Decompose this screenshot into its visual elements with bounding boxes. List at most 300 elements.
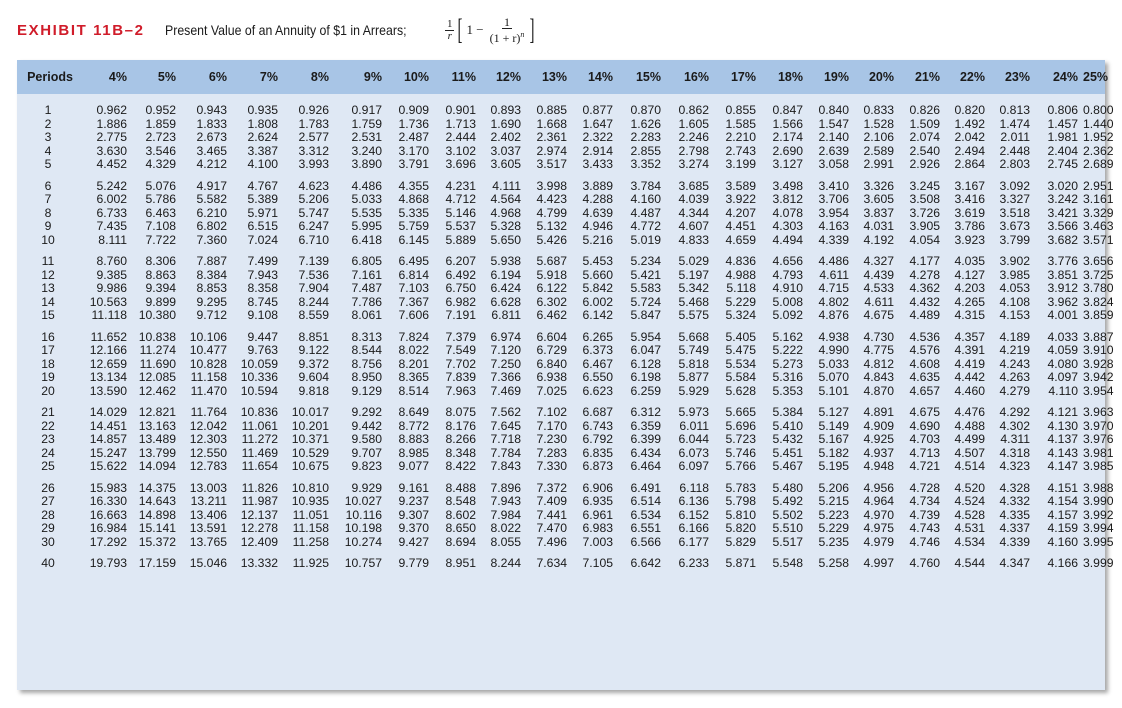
value-cell: 5.229 bbox=[725, 294, 756, 309]
value-cell: 2.404 bbox=[1047, 143, 1078, 158]
value-cell: 4.263 bbox=[999, 370, 1030, 384]
value-cell: 3.985 bbox=[1083, 459, 1114, 473]
value-cell: 4.520 bbox=[954, 480, 985, 495]
value-cell: 10.675 bbox=[291, 459, 329, 473]
value-cell: 1.528 bbox=[863, 116, 894, 131]
value-cell: 4.100 bbox=[247, 157, 278, 171]
value-cell: 4.231 bbox=[445, 178, 476, 193]
value-cell: 8.548 bbox=[445, 494, 476, 508]
value-cell: 6.550 bbox=[582, 370, 613, 384]
value-cell: 1.952 bbox=[1083, 130, 1114, 144]
table-row bbox=[17, 406, 1105, 420]
value-cell: 12.409 bbox=[240, 534, 278, 549]
value-cell: 7.896 bbox=[490, 480, 521, 495]
value-cell: 7.562 bbox=[490, 405, 521, 419]
value-cell: 5.973 bbox=[678, 405, 709, 419]
value-cell: 2.974 bbox=[536, 143, 567, 158]
value-cell: 5.954 bbox=[630, 329, 661, 344]
value-cell: 7.367 bbox=[398, 294, 429, 309]
value-cell: 3.508 bbox=[909, 192, 940, 206]
value-cell: 1.440 bbox=[1083, 116, 1114, 131]
value-cell: 4.760 bbox=[909, 556, 940, 570]
value-cell: 4.031 bbox=[863, 219, 894, 233]
value-cell: 5.877 bbox=[678, 370, 709, 384]
value-cell: 7.379 bbox=[445, 329, 476, 344]
value-cell: 6.534 bbox=[630, 507, 661, 522]
value-cell: 9.779 bbox=[398, 556, 429, 570]
value-cell: 11.690 bbox=[139, 356, 176, 371]
value-cell: 13.163 bbox=[138, 418, 176, 433]
value-cell: 12.659 bbox=[89, 356, 127, 371]
value-cell: 4.988 bbox=[725, 267, 756, 282]
value-cell: 3.421 bbox=[1047, 205, 1078, 220]
value-cell: 10.563 bbox=[89, 294, 127, 309]
column-header-rate: 13% bbox=[541, 70, 567, 84]
annuity-formula bbox=[445, 15, 538, 45]
value-cell: 8.306 bbox=[145, 254, 176, 268]
value-cell: 5.575 bbox=[678, 308, 709, 322]
column-header-rate: 4% bbox=[108, 70, 127, 84]
value-cell: 5.342 bbox=[678, 281, 709, 295]
value-cell: 4.909 bbox=[863, 418, 894, 433]
value-cell: 0.847 bbox=[772, 103, 803, 117]
value-cell: 2.991 bbox=[863, 157, 894, 171]
value-cell: 10.810 bbox=[291, 480, 329, 495]
value-cell: 4.775 bbox=[863, 343, 894, 357]
value-cell: 2.745 bbox=[1047, 157, 1078, 171]
value-cell: 10.380 bbox=[138, 308, 176, 322]
value-cell: 0.813 bbox=[999, 103, 1030, 117]
value-cell: 1.474 bbox=[999, 116, 1030, 131]
value-cell: 6.210 bbox=[196, 205, 227, 220]
value-cell: 2.011 bbox=[1000, 130, 1030, 144]
value-cell: 3.463 bbox=[1083, 219, 1114, 233]
formula-right-bracket: ] bbox=[529, 13, 535, 46]
value-cell: 9.707 bbox=[351, 445, 382, 460]
value-cell: 2.639 bbox=[818, 143, 849, 158]
value-cell: 9.763 bbox=[247, 343, 278, 357]
value-cell: 4.639 bbox=[582, 205, 613, 220]
value-cell: 2.926 bbox=[909, 157, 940, 171]
value-cell: 14.898 bbox=[138, 507, 176, 522]
value-cell: 9.129 bbox=[351, 383, 382, 398]
value-cell: 11.272 bbox=[241, 432, 278, 446]
value-cell: 2.951 bbox=[1083, 178, 1114, 193]
value-cell: 0.806 bbox=[1047, 103, 1078, 117]
value-cell: 5.534 bbox=[725, 356, 756, 371]
value-cell: 5.810 bbox=[725, 507, 756, 522]
value-cell: 7.025 bbox=[536, 383, 567, 398]
table-row bbox=[17, 220, 1105, 234]
value-cell: 3.988 bbox=[1083, 480, 1114, 495]
value-cell: 7.839 bbox=[445, 370, 476, 384]
value-cell: 3.910 bbox=[1083, 343, 1114, 357]
value-cell: 3.517 bbox=[536, 157, 567, 171]
value-cell: 3.726 bbox=[909, 205, 940, 220]
value-cell: 4.917 bbox=[196, 178, 227, 193]
value-cell: 3.859 bbox=[1083, 308, 1114, 322]
period-cell: 12 bbox=[41, 267, 55, 282]
value-cell: 2.540 bbox=[909, 143, 940, 158]
table-row bbox=[17, 180, 1105, 194]
value-cell: 4.303 bbox=[772, 219, 803, 233]
value-cell: 3.170 bbox=[398, 143, 429, 158]
value-cell: 3.837 bbox=[863, 205, 894, 220]
value-cell: 4.337 bbox=[999, 521, 1030, 535]
value-cell: 5.665 bbox=[725, 405, 756, 419]
period-cell: 22 bbox=[41, 418, 55, 433]
value-cell: 6.259 bbox=[630, 383, 661, 398]
value-cell: 6.002 bbox=[582, 294, 613, 309]
value-cell: 4.970 bbox=[863, 507, 894, 522]
value-cell: 4.997 bbox=[863, 556, 894, 570]
value-cell: 2.487 bbox=[398, 130, 429, 144]
value-cell: 6.247 bbox=[298, 219, 329, 233]
column-header-rate: 22% bbox=[959, 70, 985, 84]
value-cell: 4.153 bbox=[999, 308, 1030, 322]
value-cell: 5.467 bbox=[772, 459, 803, 473]
value-cell: 3.673 bbox=[999, 219, 1030, 233]
value-cell: 2.589 bbox=[863, 143, 894, 158]
value-cell: 4.243 bbox=[999, 356, 1030, 371]
value-cell: 6.840 bbox=[536, 356, 567, 371]
value-cell: 4.703 bbox=[909, 432, 940, 446]
value-cell: 4.080 bbox=[1047, 356, 1078, 371]
value-cell: 7.984 bbox=[490, 507, 521, 522]
value-cell: 3.999 bbox=[1083, 556, 1114, 570]
table-row bbox=[17, 118, 1105, 132]
value-cell: 4.870 bbox=[863, 383, 894, 398]
table-row bbox=[17, 420, 1105, 434]
value-cell: 9.818 bbox=[298, 383, 329, 398]
value-cell: 14.375 bbox=[138, 480, 176, 495]
value-cell: 4.332 bbox=[999, 494, 1030, 508]
value-cell: 5.759 bbox=[398, 219, 429, 233]
value-cell: 4.207 bbox=[725, 205, 756, 220]
table-row bbox=[17, 509, 1105, 523]
value-cell: 10.836 bbox=[240, 405, 278, 419]
value-cell: 12.278 bbox=[240, 521, 278, 535]
value-cell: 0.855 bbox=[725, 103, 756, 117]
value-cell: 4.536 bbox=[909, 329, 940, 344]
value-cell: 3.092 bbox=[999, 178, 1030, 193]
value-cell: 5.847 bbox=[630, 308, 661, 322]
value-cell: 5.092 bbox=[772, 308, 803, 322]
value-cell: 4.111 bbox=[492, 178, 521, 193]
value-cell: 5.197 bbox=[678, 267, 709, 282]
value-cell: 10.027 bbox=[344, 494, 382, 508]
value-cell: 14.029 bbox=[89, 405, 127, 419]
value-cell: 4.157 bbox=[1047, 507, 1078, 522]
value-cell: 5.328 bbox=[490, 219, 521, 233]
value-cell: 4.328 bbox=[999, 480, 1030, 495]
value-cell: 5.033 bbox=[818, 356, 849, 371]
table-row bbox=[17, 282, 1105, 296]
value-cell: 4.608 bbox=[909, 356, 940, 371]
value-cell: 8.514 bbox=[398, 383, 429, 398]
value-cell: 4.335 bbox=[999, 507, 1030, 522]
value-cell: 4.767 bbox=[247, 178, 278, 193]
value-cell: 6.835 bbox=[582, 445, 613, 460]
value-cell: 3.994 bbox=[1083, 521, 1114, 535]
value-cell: 3.416 bbox=[954, 192, 985, 206]
value-cell: 6.623 bbox=[582, 383, 613, 398]
value-cell: 4.833 bbox=[678, 232, 709, 247]
value-cell: 13.211 bbox=[190, 494, 227, 508]
value-cell: 1.605 bbox=[678, 116, 709, 131]
value-cell: 2.855 bbox=[630, 143, 661, 158]
value-cell: 5.696 bbox=[725, 418, 756, 433]
value-cell: 11.158 bbox=[292, 521, 329, 535]
value-cell: 4.746 bbox=[909, 534, 940, 549]
value-cell: 5.008 bbox=[772, 294, 803, 309]
value-cell: 2.673 bbox=[196, 130, 227, 144]
value-cell: 15.372 bbox=[138, 534, 176, 549]
value-cell: 6.359 bbox=[630, 418, 661, 433]
value-cell: 4.793 bbox=[772, 267, 803, 282]
value-cell: 3.020 bbox=[1047, 178, 1078, 193]
value-cell: 4.499 bbox=[954, 432, 985, 446]
value-cell: 6.566 bbox=[630, 534, 661, 549]
value-cell: 1.886 bbox=[96, 116, 127, 131]
value-cell: 6.152 bbox=[678, 507, 709, 522]
value-cell: 5.076 bbox=[145, 178, 176, 193]
value-cell: 3.326 bbox=[863, 178, 894, 193]
value-cell: 8.650 bbox=[445, 521, 476, 535]
value-cell: 0.926 bbox=[298, 103, 329, 117]
value-cell: 8.863 bbox=[145, 267, 176, 282]
value-cell: 13.003 bbox=[189, 480, 227, 495]
value-cell: 7.887 bbox=[196, 254, 227, 268]
value-cell: 5.628 bbox=[725, 383, 756, 398]
value-cell: 2.361 bbox=[536, 130, 567, 144]
value-cell: 8.772 bbox=[398, 418, 429, 433]
value-cell: 9.370 bbox=[398, 521, 429, 535]
value-cell: 3.981 bbox=[1083, 445, 1114, 460]
column-header-rate: 17% bbox=[730, 70, 756, 84]
value-cell: 4.728 bbox=[909, 480, 940, 495]
value-cell: 9.394 bbox=[145, 281, 176, 295]
value-cell: 9.823 bbox=[351, 459, 382, 473]
value-cell: 3.928 bbox=[1083, 356, 1114, 371]
value-cell: 5.517 bbox=[772, 534, 803, 549]
value-cell: 10.529 bbox=[291, 445, 329, 460]
value-cell: 4.391 bbox=[954, 343, 985, 357]
value-cell: 4.432 bbox=[909, 294, 940, 309]
value-cell: 4.315 bbox=[954, 308, 985, 322]
value-cell: 8.694 bbox=[445, 534, 476, 549]
value-cell: 4.147 bbox=[1047, 459, 1078, 473]
value-cell: 11.652 bbox=[90, 329, 127, 344]
value-cell: 12.166 bbox=[89, 343, 127, 357]
value-cell: 1.808 bbox=[247, 116, 278, 131]
value-cell: 4.108 bbox=[999, 294, 1030, 309]
column-header-rate: 9% bbox=[363, 70, 382, 84]
value-cell: 9.385 bbox=[96, 267, 127, 282]
value-cell: 7.170 bbox=[536, 418, 567, 433]
value-cell: 3.199 bbox=[725, 157, 756, 171]
value-cell: 1.981 bbox=[1047, 130, 1078, 144]
value-cell: 4.964 bbox=[863, 494, 894, 508]
value-cell: 7.103 bbox=[398, 281, 429, 295]
value-cell: 12.303 bbox=[189, 432, 227, 446]
value-cell: 3.887 bbox=[1083, 329, 1114, 344]
value-cell: 5.687 bbox=[536, 254, 567, 268]
table-row bbox=[17, 131, 1105, 145]
value-cell: 3.706 bbox=[818, 192, 849, 206]
value-cell: 7.943 bbox=[490, 494, 521, 508]
column-header-rate: 18% bbox=[777, 70, 803, 84]
value-cell: 0.800 bbox=[1083, 103, 1114, 117]
value-cell: 4.053 bbox=[999, 281, 1030, 295]
value-cell: 4.487 bbox=[630, 205, 661, 220]
value-cell: 4.160 bbox=[630, 192, 661, 206]
value-cell: 3.954 bbox=[1083, 383, 1114, 398]
value-cell: 9.122 bbox=[298, 343, 329, 357]
value-cell: 4.925 bbox=[863, 432, 894, 446]
value-cell: 4.938 bbox=[818, 329, 849, 344]
column-header-rate: 10% bbox=[403, 70, 429, 84]
value-cell: 8.883 bbox=[398, 432, 429, 446]
value-cell: 5.273 bbox=[772, 356, 803, 371]
value-cell: 5.426 bbox=[536, 232, 567, 247]
formula-outer-numerator: 1 bbox=[446, 17, 453, 30]
value-cell: 6.805 bbox=[351, 254, 382, 268]
value-cell: 6.982 bbox=[445, 294, 476, 309]
value-cell: 8.602 bbox=[445, 507, 476, 522]
value-cell: 8.649 bbox=[398, 405, 429, 419]
value-cell: 4.078 bbox=[772, 205, 803, 220]
value-cell: 5.316 bbox=[772, 370, 803, 384]
table-row bbox=[17, 460, 1105, 474]
value-cell: 5.786 bbox=[145, 192, 176, 206]
value-cell: 11.061 bbox=[241, 418, 278, 433]
value-cell: 9.442 bbox=[351, 418, 382, 433]
value-cell: 8.985 bbox=[398, 445, 429, 460]
value-cell: 13.332 bbox=[240, 556, 278, 570]
value-cell: 0.877 bbox=[582, 103, 613, 117]
value-cell: 15.141 bbox=[138, 521, 176, 535]
value-cell: 1.547 bbox=[818, 116, 849, 131]
value-cell: 2.723 bbox=[145, 130, 176, 144]
value-cell: 4.524 bbox=[954, 494, 985, 508]
value-cell: 3.791 bbox=[398, 157, 429, 171]
value-cell: 3.942 bbox=[1083, 370, 1114, 384]
value-cell: 7.634 bbox=[536, 556, 567, 570]
value-cell: 10.274 bbox=[344, 534, 382, 549]
value-cell: 4.528 bbox=[954, 507, 985, 522]
value-cell: 5.842 bbox=[582, 281, 613, 295]
value-cell: 5.070 bbox=[818, 370, 849, 384]
value-cell: 8.055 bbox=[490, 534, 521, 549]
value-cell: 8.022 bbox=[490, 521, 521, 535]
period-cell: 25 bbox=[41, 459, 55, 473]
table-row bbox=[17, 522, 1105, 536]
value-cell: 0.909 bbox=[398, 103, 429, 117]
value-cell: 4.713 bbox=[909, 445, 940, 460]
value-cell: 3.167 bbox=[954, 178, 985, 193]
value-cell: 8.760 bbox=[96, 254, 127, 268]
value-cell: 3.312 bbox=[298, 143, 329, 158]
value-cell: 3.993 bbox=[298, 157, 329, 171]
table-header-row bbox=[17, 60, 1105, 94]
value-cell: 4.656 bbox=[772, 254, 803, 268]
value-cell: 2.448 bbox=[999, 143, 1030, 158]
value-cell: 3.037 bbox=[490, 143, 521, 158]
value-cell: 4.357 bbox=[954, 329, 985, 344]
value-cell: 2.042 bbox=[954, 130, 985, 144]
value-cell: 1.759 bbox=[351, 116, 382, 131]
value-cell: 3.566 bbox=[1047, 219, 1078, 233]
value-cell: 5.468 bbox=[678, 294, 709, 309]
value-cell: 5.583 bbox=[630, 281, 661, 295]
column-header-rate: 20% bbox=[868, 70, 894, 84]
value-cell: 5.971 bbox=[247, 205, 278, 220]
value-cell: 7.549 bbox=[445, 343, 476, 357]
value-cell: 2.362 bbox=[1083, 143, 1114, 158]
value-cell: 3.905 bbox=[909, 219, 940, 233]
value-cell: 19.793 bbox=[89, 556, 127, 570]
value-cell: 4.730 bbox=[863, 329, 894, 344]
value-cell: 2.531 bbox=[351, 130, 382, 144]
value-cell: 3.682 bbox=[1047, 232, 1078, 247]
value-cell: 5.149 bbox=[818, 418, 849, 433]
value-cell: 14.094 bbox=[138, 459, 176, 473]
value-cell: 5.223 bbox=[818, 507, 849, 522]
value-cell: 4.948 bbox=[863, 459, 894, 473]
value-cell: 0.870 bbox=[630, 103, 661, 117]
value-cell: 7.283 bbox=[536, 445, 567, 460]
value-cell: 5.766 bbox=[725, 459, 756, 473]
value-cell: 10.935 bbox=[291, 494, 329, 508]
value-cell: 2.743 bbox=[725, 143, 756, 158]
value-cell: 6.198 bbox=[630, 370, 661, 384]
table-row bbox=[17, 145, 1105, 159]
value-cell: 4.476 bbox=[954, 405, 985, 419]
value-cell: 4.743 bbox=[909, 521, 940, 535]
value-cell: 3.605 bbox=[863, 192, 894, 206]
value-cell: 5.324 bbox=[725, 308, 756, 322]
formula-lead: 1 − bbox=[466, 22, 484, 37]
column-header-rate: 8% bbox=[310, 70, 329, 84]
value-cell: 6.373 bbox=[582, 343, 613, 357]
value-cell: 6.233 bbox=[678, 556, 709, 570]
exhibit-header bbox=[17, 10, 538, 50]
value-cell: 5.019 bbox=[630, 232, 661, 247]
value-cell: 4.143 bbox=[1047, 445, 1078, 460]
value-cell: 5.118 bbox=[726, 281, 756, 295]
value-cell: 9.899 bbox=[145, 294, 176, 309]
value-cell: 5.410 bbox=[772, 418, 803, 433]
value-cell: 4.836 bbox=[725, 254, 756, 268]
value-cell: 3.922 bbox=[725, 192, 756, 206]
value-cell: 9.108 bbox=[247, 308, 278, 322]
value-cell: 4.891 bbox=[863, 405, 894, 419]
value-cell: 0.943 bbox=[196, 103, 227, 117]
value-cell: 5.421 bbox=[630, 267, 661, 282]
value-cell: 4.442 bbox=[954, 370, 985, 384]
value-cell: 4.279 bbox=[999, 383, 1030, 398]
value-cell: 7.499 bbox=[247, 254, 278, 268]
value-cell: 4.675 bbox=[863, 308, 894, 322]
value-cell: 7.230 bbox=[536, 432, 567, 446]
value-cell: 4.734 bbox=[909, 494, 940, 508]
value-cell: 7.120 bbox=[490, 343, 521, 357]
value-cell: 14.451 bbox=[89, 418, 127, 433]
value-cell: 9.986 bbox=[96, 281, 127, 295]
formula-inner-fraction bbox=[488, 16, 527, 44]
value-cell: 4.739 bbox=[909, 507, 940, 522]
